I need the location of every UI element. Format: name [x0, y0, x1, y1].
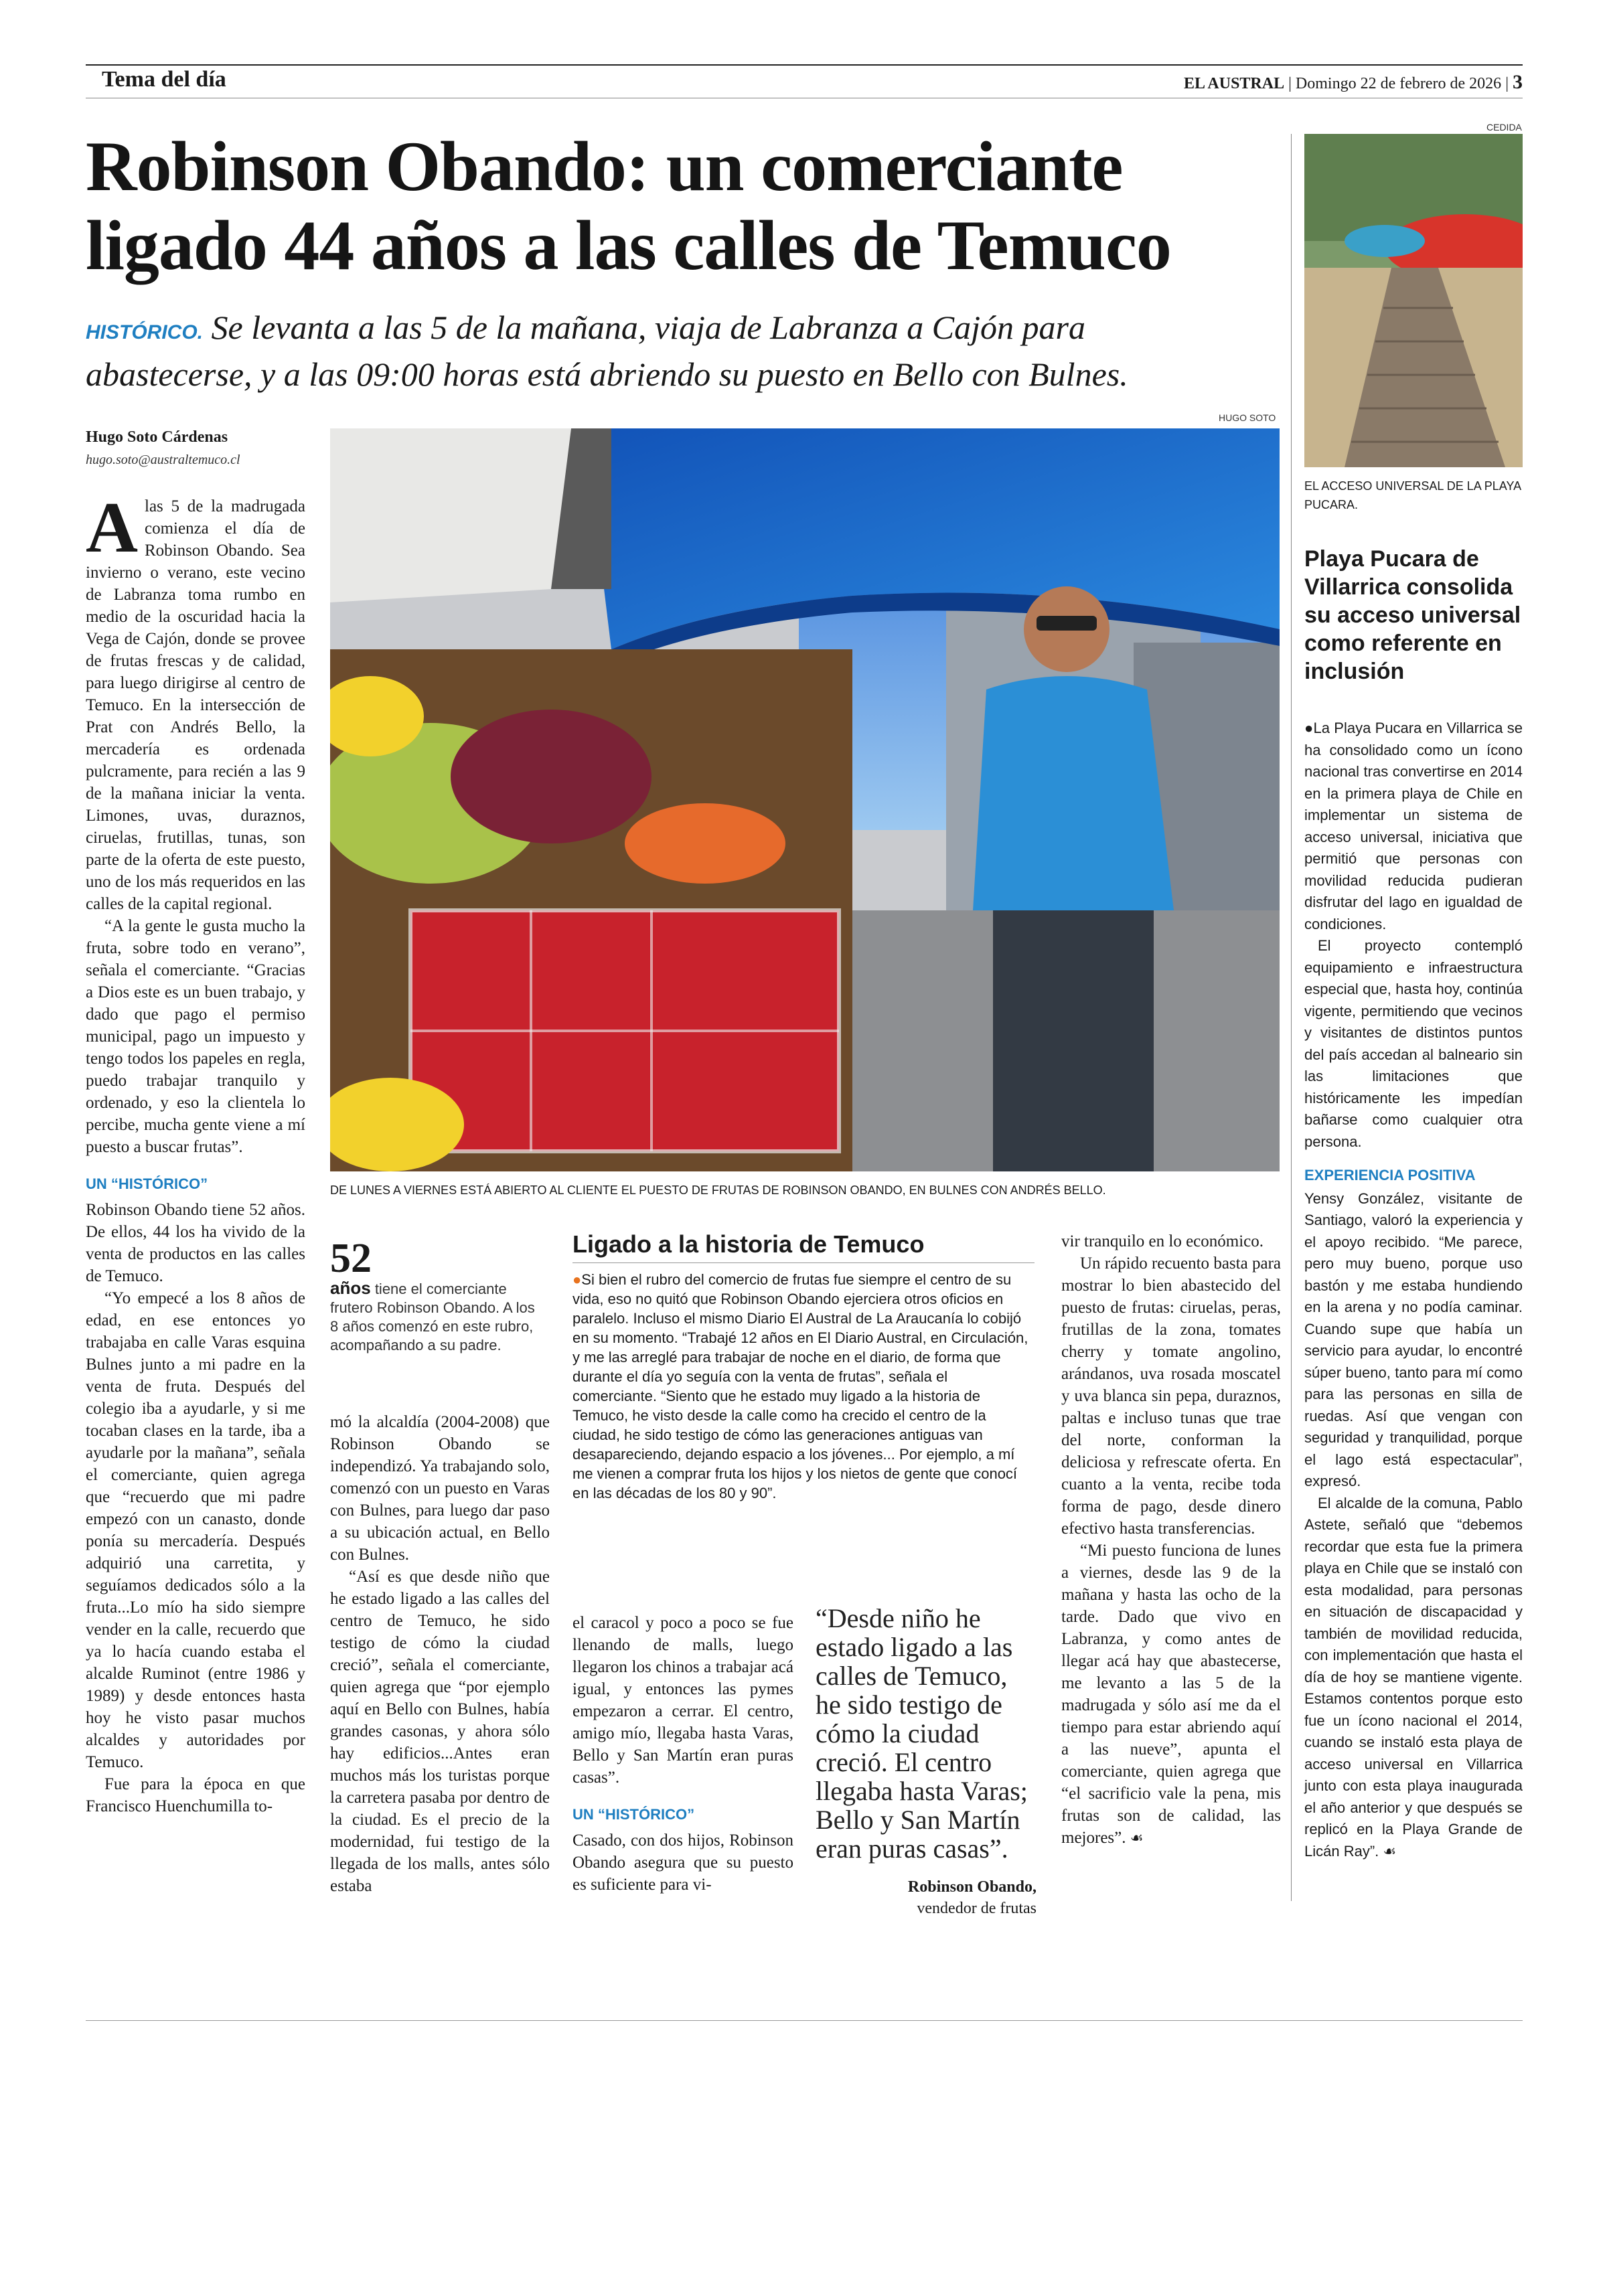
kicker: HISTÓRICO. — [86, 321, 204, 343]
beach-walkway-photo — [1304, 134, 1523, 467]
sidebar-paragraph-3: Yensy González, visitante de Santiago, valoró la experiencia y el apoyo recibido. “Me parece, pero muy bueno, porque uso bastón y me estaba hundiendo en la arena y no podía caminar. Cuando supe que había un servicio para ayudar, lo encontré súper bueno, tanto para mí como para las personas en silla de ruedas. Así que vengan con seguridad y tranquilidad, porque el lago está espectacular”, expresó. — [1304, 1190, 1523, 1489]
sidebar-photo — [1304, 134, 1523, 467]
issue-date: Domingo 22 de febrero de 2026 — [1295, 75, 1502, 92]
sidebar-paragraph-4: El alcalde de la comuna, Pablo Astete, señaló que “debemos recordar que esta fue la primera playa en Chile que se instaló con esta modalidad, para personas en situación de discapacidad y también de movilidad reducida, con implementación que hasta el día de hoy se mantiene vigente. Estamos contentos porque esto fue un ícono nacional el 2014, cuando se instaló esta playa de acceso universal en Villarrica junto con esta playa inaugurada el año anterior y que después se replicó en la Playa Grande de Licán Ray”. ☙ — [1304, 1494, 1523, 1860]
paragraph-5: Fue para la época en que Francisco Huenchumilla to- — [86, 1775, 305, 1815]
deck-line-2: abastecerse, y a las 09:00 horas está abriendo su puesto en Bello con Bulnes. — [86, 355, 1128, 393]
fruit-stand-photo — [330, 428, 1280, 1171]
section-label: Tema del día — [102, 67, 226, 92]
headline-line-1: Robinson Obando: un comerciante — [86, 127, 1123, 206]
box-title: Ligado a la historia de Temuco — [572, 1230, 925, 1258]
paragraph-2: “A la gente le gusta mucho la fruta, sobre todo en verano”, señala el comerciante. “Gracias a Dios este es un buen trabajo, y dado que pago el permiso municipal, pago un impuesto y tengo todos los papeles en regla, puedo trabajar tranquilo y ordenado, y eso la clientela lo percibe, mucha gente viene a mí puesto a buscar frutas”. — [86, 917, 305, 1156]
sidebar-body — [1304, 718, 1523, 1863]
vendor-pants — [993, 910, 1154, 1171]
column-2 — [330, 1411, 550, 1897]
photo-caption: DE LUNES A VIERNES ESTÁ ABIERTO AL CLIENTE EL PUESTO DE FRUTAS DE ROBINSON OBANDO, EN BULNES CON ANDRÉS BELLO. — [330, 1183, 1106, 1197]
paragraph-11: Un rápido recuento basta para mostrar lo bien abastecido del puesto de frutas: ciruelas, peras, frutillas de la zona, tomates cherry y tomate angolino, arándanos, uva rosada moscatel y uva blanca sin pepa, duraznos, paltas e incluso tunas que trae del norte, conforman la deliciosa y refrescate oferta. En cuanto a la venta, recibe toda forma de pago, desde dinero efectivo hasta transferencias. — [1061, 1254, 1281, 1538]
subhead-historico: UN “HISTÓRICO” — [86, 1175, 208, 1192]
sidebar-paragraph-2: El proyecto contempló equipamiento e infraestructura especial que, hasta hoy, continúa vigente, permitiendo que vecinos y visitantes de distintos puntos del país accedan al balneario sin las limitaciones que históricamente les impedían bañarse como cualquier otra persona. — [1304, 937, 1523, 1150]
fact-unit: años — [330, 1278, 371, 1298]
fact-box — [330, 1238, 542, 1355]
red-grapes — [451, 710, 652, 843]
box-body: ●Si bien el rubro del comercio de frutas fue siempre el centro de su vida, eso no quitó que Robinson Obando ejerciera otros oficios en paralelo. Incluso el mismo Diario El Austral de La Araucanía lo cobijó en su momento. “Trabajé 12 años en El Diario Austral, en Circulación, y me las arreglé para trabajar de noche en el diario, de forma que durante el día yo seguía con la venta de frutas”, señala el comerciante. “Siento que he estado muy ligado a la historia de Temuco, he visto desde la calle como ha crecido el centro de la ciudad, he sido testigo de cómo las generaciones antiguas van desapareciendo, dejando espacio a los jóvenes... Por ejemplo, a mí me vienen a comprar fruta los hijos y los nietos de gente que conocí en las décadas de los 80 y 90”. — [572, 1271, 1028, 1501]
history-box — [572, 1230, 1035, 1503]
author-email[interactable]: hugo.soto@australtemuco.cl — [86, 453, 240, 467]
bullet-icon: ● — [1304, 720, 1314, 736]
pull-quote-role: vendedor de frutas — [917, 1900, 1037, 1917]
author-name: Hugo Soto Cárdenas — [86, 428, 228, 446]
end-mark-icon: ☙ — [1130, 1830, 1144, 1847]
drop-cap: A — [86, 488, 138, 568]
bottom-rule — [86, 2020, 1523, 2021]
paper-name: EL AUSTRAL — [1184, 75, 1285, 92]
column-1 — [86, 488, 305, 1817]
column-3 — [572, 1612, 793, 1896]
sidebar-title: Playa Pucara de Villarrica consolida su acceso universal como referente en inclusión — [1304, 546, 1521, 684]
pull-quote-name: Robinson Obando, — [907, 1878, 1037, 1896]
headline-line-2: ligado 44 años a las calles de Temuco — [86, 206, 1171, 284]
bullet-icon: ● — [572, 1271, 582, 1288]
paragraph-9: Casado, con dos hijos, Robinson Obando asegura que su puesto es suficiente para vi- — [572, 1831, 793, 1894]
column-4 — [1061, 1230, 1281, 1850]
main-photo — [330, 428, 1280, 1171]
pull-quote-text: “Desde niño he estado ligado a las calles de Temuco, he sido testigo de cómo la ciudad creció. El centro llegaba hasta Varas; Bello y San Martín eran puras casas”. — [816, 1603, 1028, 1864]
end-mark-icon: ☙ — [1383, 1843, 1397, 1860]
masthead: EL AUSTRAL | Domingo 22 de febrero de 2026 | 3 — [1184, 71, 1523, 93]
sidebar-photo-credit: CEDIDA — [1486, 122, 1522, 133]
fact-text: tiene el comerciante frutero Robinson Obando. A los 8 años comenzó en este rubro, acompañando a su padre. — [330, 1281, 535, 1354]
box-rule — [572, 1262, 1035, 1263]
peaches — [625, 803, 785, 884]
subhead-historico-2: UN “HISTÓRICO” — [572, 1806, 695, 1823]
paragraph-12: “Mi puesto funciona de lunes a viernes, desde las 9 de la mañana y hasta las ocho de la tarde. Dado que vivo en Labranza, y como antes de llegar acá hay que abastecerse, me levanto a las 5 de la madrugada y sólo así me da el tiempo para estar abriendo aquí a las nueve”, apunta el comerciante, quien agrega que “el sacrificio vale la pena, mis frutas son de calidad, las mejores”. ☙ — [1061, 1542, 1281, 1847]
deck — [86, 307, 1291, 395]
pull-quote — [816, 1604, 1037, 1919]
paragraph-1: Alas 5 de la madrugada comienza el día de Robinson Obando. Sea invierno o verano, este vecino de Labranza toma rumbo en medio de la oscuridad hacia la Vega de Cajón, donde se provee de frutas frescas y de calidad, para luego dirigirse al centro de Temuco. En la intersección de Prat con Andrés Bello, la mercadería es ordenada pulcramente, para recién a las 9 de la mañana iniciar la venta. Limones, uvas, duraznos, ciruelas, frutillas, tunas, son parte de la oferta de este puesto, uno de los más requeridos en las calles de la capital regional. — [86, 488, 305, 913]
page-number: 3 — [1513, 71, 1523, 93]
paragraph-4: “Yo empecé a los 8 años de edad, en ese entonces yo trabajaba en calle Varas esquina Bulnes junto a mi padre en la venta de fruta. Después del colegio iba a ayudarle, y si me tocaban clases en la tarde, iba a ayudarle por la mañana”, señala el comerciante, quien agrega que “recuerdo que mi padre empezó con un canasto, donde ponía su mercadería. Después adquirió una carretita, y seguíamos dedicados sólo a la fruta...Lo mío ha sido siempre vender en la calle, recuerdo que ya lo hacía cuando estaba el alcalde Ruminot (entre 1986 y 1989) y desde entonces hasta hoy he visto pasar muchos alcaldes y autoridades por Temuco. — [86, 1289, 305, 1771]
paragraph-7: “Así es que desde niño que he estado ligado a las calles del centro de Temuco, he sido testigo de cómo la ciudad creció”, señala el comerciante, quien agrega que “por ejemplo aquí en Bello con Bulnes, había grandes casonas, y ahora sólo hay edificios...Antes eran muchos más los turistas porque la carretera pasaba por dentro de la ciudad. Es el precio de la modernidad, fui testigo de la llegada de los malls, antes sólo estaba — [330, 1568, 550, 1895]
headline — [86, 127, 1278, 285]
deck-line-1: Se levanta a las 5 de la mañana, viaja de Labranza a Cajón para — [211, 309, 1086, 346]
sidebar-paragraph-1: ●La Playa Pucara en Villarrica se ha consolidado como un ícono nacional tras convertirse en 2014 en la primera playa de Chile en implementar un sistema de acceso universal, iniciativa que permitió que personas con movilidad reducida pudieran disfrutar del lago en igualdad de condiciones. — [1304, 720, 1523, 932]
sidebar-caption: EL ACCESO UNIVERSAL DE LA PLAYA PUCARA. — [1304, 479, 1521, 511]
photo-credit: HUGO SOTO — [1219, 412, 1276, 423]
paragraph-6: mó la alcaldía (2004-2008) que Robinson Obando se independizó. Ya trabajando solo, comenzó con un puesto en Varas con Bulnes, para luego dar paso a su ubicación actual, en Bello con Bulnes. — [330, 1413, 550, 1564]
fact-number: 52 — [330, 1236, 372, 1281]
paragraph-8: el caracol y poco a poco se fue llenando de malls, luego llegaron los chinos a trabajar acá igual, y entonces las pymes empezaron a cerrar. El centro, amigo mío, llegaba hasta Varas, Bello y San Martín eran puras casas”. — [572, 1614, 793, 1787]
top-rule — [86, 64, 1523, 66]
paragraph-3: Robinson Obando tiene 52 años. De ellos, 44 los ha vivido de la venta de productos en las calles de Temuco. — [86, 1201, 305, 1285]
sidebar-divider — [1291, 134, 1292, 1901]
paragraph-10: vir tranquilo en lo económico. — [1061, 1232, 1264, 1250]
sidebar-subhead: EXPERIENCIA POSITIVA — [1304, 1167, 1476, 1183]
vendor-shirt — [973, 676, 1174, 910]
